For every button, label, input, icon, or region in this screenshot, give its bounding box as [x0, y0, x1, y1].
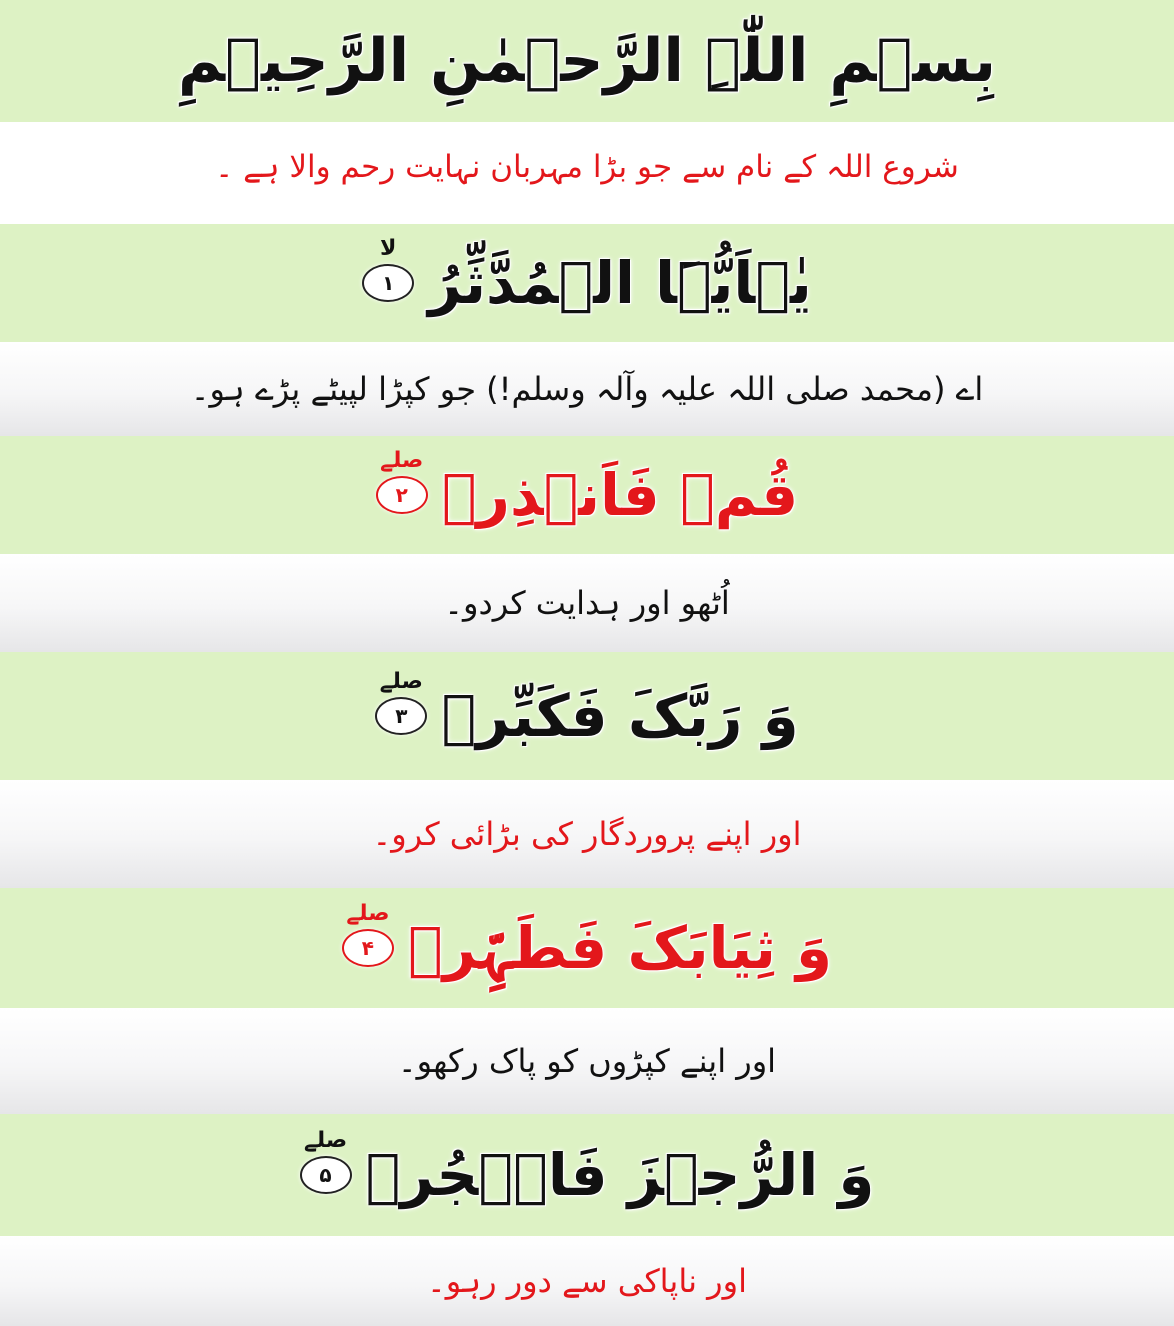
verse-4-translation-band [0, 1008, 1174, 1114]
verse-2-pause-mark: صلے [380, 448, 424, 473]
verse-5-arabic: وَ الرُّجۡزَ فَاہۡجُرۡ [365, 1141, 875, 1209]
verse-3-arabic-band [0, 652, 1174, 780]
verse-3-number-marker [375, 669, 427, 735]
verse-1-arabic: یٰۤاَیُّہَا الۡمُدَّثِّرُ [428, 249, 812, 317]
verse-4-arabic-line [342, 901, 833, 982]
verse-5-number-marker [300, 1128, 352, 1194]
verse-2-translation-band [0, 554, 1174, 652]
verse-4-number: ۴ [361, 936, 375, 960]
verse-5-arabic-line [300, 1128, 875, 1209]
verse-3-number: ۳ [395, 704, 408, 728]
verse-3-arabic: وَ رَبَّکَ فَکَبِّرۡ [441, 682, 799, 750]
verse-2-arabic-band [0, 436, 1174, 554]
verse-3-arabic-line [375, 669, 799, 750]
verse-4-arabic: وَ ثِیَابَکَ فَطَہِّرۡ [407, 914, 833, 982]
verse-1-arabic-line [362, 236, 812, 317]
verse-2-translation: اُٹھو اور ہدایت کردو۔ [444, 583, 730, 622]
bismillah-translation: شروع اللہ کے نام سے جو بڑا مہربان نہایت رحم والا ہے ۔ [215, 149, 959, 186]
verse-4-translation: اور اپنے کپڑوں کو پاک رکھو۔ [397, 1041, 777, 1080]
verse-3-translation-band [0, 780, 1174, 888]
verse-2-arabic-line [376, 448, 799, 529]
bismillah-arabic-band [0, 0, 1174, 122]
verse-5-pause-mark: صلے [303, 1128, 348, 1153]
verse-5-number: ۵ [319, 1163, 332, 1187]
verse-5-translation-band [0, 1236, 1174, 1326]
verse-5-arabic-band [0, 1114, 1174, 1236]
bismillah-arabic: بِسۡمِ اللّٰہِ الرَّحۡمٰنِ الرَّحِیۡمِ [178, 26, 996, 96]
verse-5-translation: اور ناپاکی سے دور رہو۔ [427, 1261, 747, 1300]
verse-1-number-marker [362, 236, 414, 302]
verse-2-arabic: قُمۡ فَاَنۡذِرۡ [441, 461, 799, 529]
verse-4-arabic-band [0, 888, 1174, 1008]
verse-4-pause-mark: صلے [346, 901, 390, 926]
verse-1-number: ۱ [382, 271, 395, 295]
verse-1-arabic-band [0, 224, 1174, 342]
verse-3-pause-mark: صلے [379, 669, 423, 694]
verse-2-number: ۲ [395, 483, 408, 507]
verse-1-pause-mark: لا [379, 236, 397, 261]
verse-3-translation: اور اپنے پروردگار کی بڑائی کرو۔ [372, 814, 802, 853]
verse-4-number-marker [342, 901, 394, 967]
verse-1-translation-band [0, 342, 1174, 436]
bismillah-translation-band [0, 122, 1174, 214]
verse-1-translation: اے (محمد صلی اللہ علیہ وآلہ وسلم!) جو کپڑا لپیٹے پڑے ہو۔ [190, 369, 984, 408]
verse-2-number-marker [376, 448, 428, 514]
